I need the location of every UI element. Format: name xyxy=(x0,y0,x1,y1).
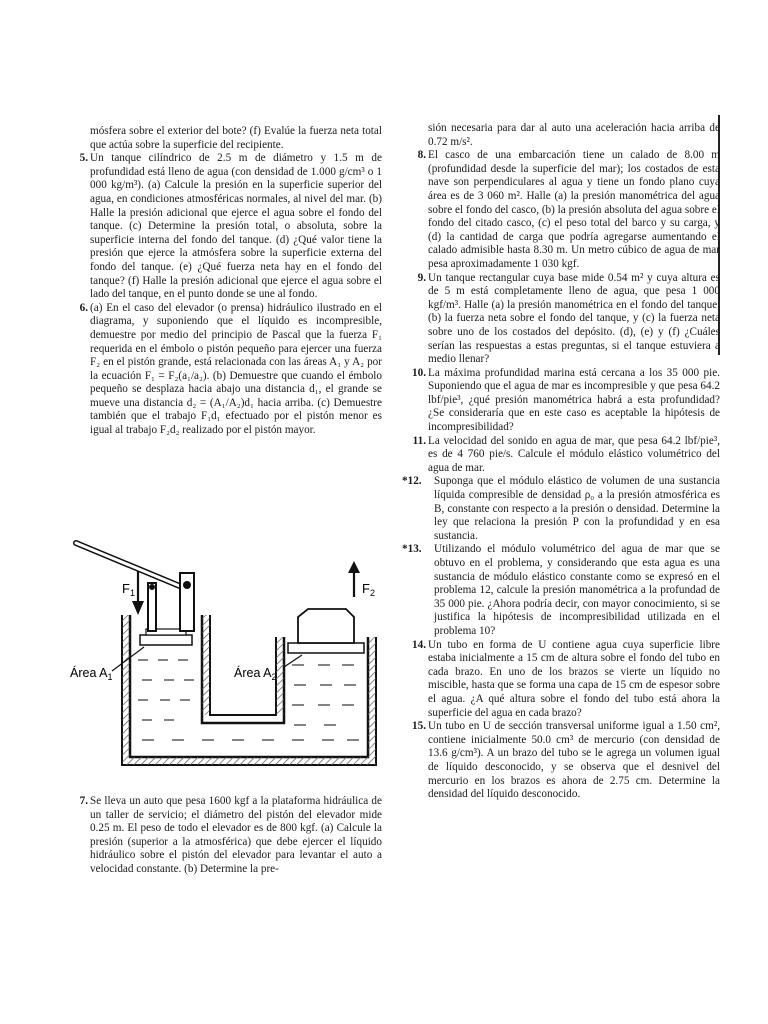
problem-number: *13. xyxy=(402,543,422,556)
problem-6 xyxy=(70,302,382,438)
area-a2-label: Área $A_2$ xyxy=(234,666,277,682)
problem-number: 15. xyxy=(412,720,426,733)
continued-text: mósfera sobre el exterior del bote? (f) Evalúe la fuerza neta total que actúa sobre la superficie del recipiente. xyxy=(90,125,382,151)
problem-number: 6. xyxy=(79,301,88,314)
problem-15 xyxy=(408,720,720,802)
problem-10 xyxy=(408,367,720,435)
inner-wall-hatch-right xyxy=(276,637,284,715)
problem-text: Un tubo en forma de U contiene agua cuya superficie libre estaba inicialmente a 15 cm de altura sobre el fondo del tubo en cada brazo. En uno de los brazos se vierte un líquido no miscible, hasta que se forma una capa de 15 cm de espesor sobre el agua. ¿A qué altura sobre el fondo del tubo está ahora la superficie del agua en cada brazo? xyxy=(428,638,720,719)
continued-text: sión necesaria para dar al auto una aceleración hacia arriba de 0.72 m/s². xyxy=(428,122,720,148)
hydraulic-press-diagram xyxy=(62,525,382,785)
force-f2-label: $F_2$ xyxy=(362,581,375,598)
problem-text: Suponga que el módulo elástico de volumen de una sustancia líquida compresible de densidad ρ₀ a la presión atmosférica es B, constante con respecto a la presión o densidad. Determine la ley que relaciona la presión P con la profundidad y en esa sustancia. xyxy=(434,475,720,542)
large-piston xyxy=(288,643,364,653)
problem-number: 9. xyxy=(417,271,426,284)
force-f1-label: $F_1$ xyxy=(122,581,135,598)
problem-number: 8. xyxy=(417,149,426,162)
left-column-top xyxy=(70,125,382,438)
right-wall-hatch xyxy=(368,637,376,757)
inner-wall-hatch xyxy=(202,615,210,715)
problem-number: 7. xyxy=(79,795,88,807)
problem-text: Utilizando el módulo volumétrico del agua de mar que se obtuvo en el problema, y considerando que esta agua es una sustancia de módulo elástico constante como se expresó en el problema 12, calcule la presión manométrica a la profundad de 35 000 pie. ¿Ahora podría decir, con mayor conocimiento, si se justifica la hipótesis de incompresibilidad utilizada en el problema 10? xyxy=(434,543,720,637)
problem-text: La velocidad del sonido en agua de mar, que pesa 64.2 lbf/pie³, es de 4 760 pie/s. Calcule el módulo elástico volumétrico del agua de mar. xyxy=(428,434,720,474)
lever-support xyxy=(148,583,156,631)
problem-number: 10. xyxy=(412,366,426,379)
problem-number: 11. xyxy=(412,434,426,447)
problem-text: El casco de una embarcación tiene un calado de 8.00 m (profundidad desde la superficie del mar); los costados de esta nave son perpendiculares al agua y tiene un fondo plano cuya área es de 3 060 m². Halle (a) la presión manométrica del agua sobre el fondo del casco, (b) la presión absoluta del agua sobre el fondo del citado casco, (c) el peso total del barco y su carga, y (d) la cantidad de carga que podría agregarse aumentando el calado admisible hasta 8.30 m. Un metro cúbico de agua de mar pesa aproximadamente 1 030 kgf. xyxy=(428,149,720,270)
problem-text: (a) En el caso del elevador (o prensa) hidráulico ilustrado en el diagrama, y suponiendo que el líquido es incompresible, demuestre por medio del principio de Pascal que la fuerza F₁ requerida en el émbolo o pistón pequeño para ejercer una fuerza F₂ en el pistón grande, está relacionada con las áreas A₁ y A₂ por la ecuación F₁ = F₂(a₁/a₂). (b) Demuestre que cuando el émbolo pequeño se desplaza hacia abajo una distancia d₁, el grande se mueve una distancia d₂ = (A₁/A₂)d₁ hacia arriba. (c) Demuestre también que el trabajo F₁d₁ efectuado por el pistón menor es igual al trabajo F₂d₂ realizado por el pistón mayor. xyxy=(90,301,382,437)
problem-5 xyxy=(70,152,382,302)
problem-9 xyxy=(408,272,720,367)
problem-text: Un tanque rectangular cuya base mide 0.54 m² y cuya altura es de 5 m está completamente lleno de agua, que pesa 1 000 kgf/m³. Halle (a) la presión manométrica en el fondo del tanque, (b) la fuerza neta sobre el fondo del tanque, y (c) la fuerza neta sobre uno de los costados del depósito. (d), (e) y (f) ¿Cuáles serían las respuestas a estas preguntas, si el tanque estuviera a medio llenar? xyxy=(428,271,720,366)
problem-text: Un tubo en U de sección transversal uniforme igual a 1.50 cm², contiene inicialmente 50.0 cm³ de mercurio (con densidad de 13.6 g/cm³). A un brazo del tubo se le agrega un volumen igual de líquido desconocido, y se observa que el desnivel del mercurio en los brazos es ahora de 2.75 cm. Determine la densidad del líquido desconocido. xyxy=(428,720,720,801)
problem-7 xyxy=(70,795,382,877)
problem-text: Un tanque cilíndrico de 2.5 m de diámetro y 1.5 m de profundidad está lleno de agua (con densidad de 1.000 g/cm³ o 1 000 kg/m³). (a) Calcule la presión en la superficie superior del agua, en condiciones atmosféricas normales, al nivel del mar. (b) Halle la presión adicional que ejerce el agua sobre el fondo del tanque. (c) Determine la presión total, o absoluta, sobre la superficie interna del fondo del tanque. (d) ¿Qué valor tiene la presión que ejerce la atmósfera sobre la superficie externa del fondo del tanque. (e) ¿Qué fuerza neta hay en el fondo del tanque? (f) Halle la presión adicional que ejerce el agua sobre el lado del tanque, en el punto donde se une al fondo. xyxy=(90,152,382,301)
load-platform xyxy=(298,609,354,643)
problem-number: 14. xyxy=(412,638,426,651)
area-a1-label: Área $A_1$ xyxy=(70,666,113,682)
problem-number: *12. xyxy=(402,475,422,488)
problem-13 xyxy=(402,543,720,638)
problem-14 xyxy=(408,639,720,721)
left-column-bottom xyxy=(70,795,382,877)
problem-8 xyxy=(408,149,720,271)
problem-12 xyxy=(402,475,720,543)
small-piston xyxy=(140,635,192,645)
problem-text: Se lleva un auto que pesa 1600 kgf a la plataforma hidráulica de un taller de servicio; el diámetro del pistón del elevador mide 0.25 m. El peso de todo el elevador es de 800 kgf. (a) Calcule la presión (superior a la atmosférica) que debe ejercer el líquido hidráulico sobre el pistón del elevador para levantar el auto a velocidad constante. (b) Determine la pre- xyxy=(90,795,382,875)
problem-text: La máxima profundidad marina está cercana a los 35 000 pie. Suponiendo que el agua de mar es incompresible y que pesa 64.2 lbf/pie³, ¿qué presión manométrica habrá a esta profundidad? ¿Se consideraría que en este caso es aceptable la hipótesis de incompresibilidad? xyxy=(428,366,720,434)
base-hatch xyxy=(122,757,376,765)
problem-number: 5. xyxy=(79,152,88,165)
right-column xyxy=(402,122,720,802)
left-wall-hatch xyxy=(122,615,130,757)
problem-11 xyxy=(408,435,720,476)
